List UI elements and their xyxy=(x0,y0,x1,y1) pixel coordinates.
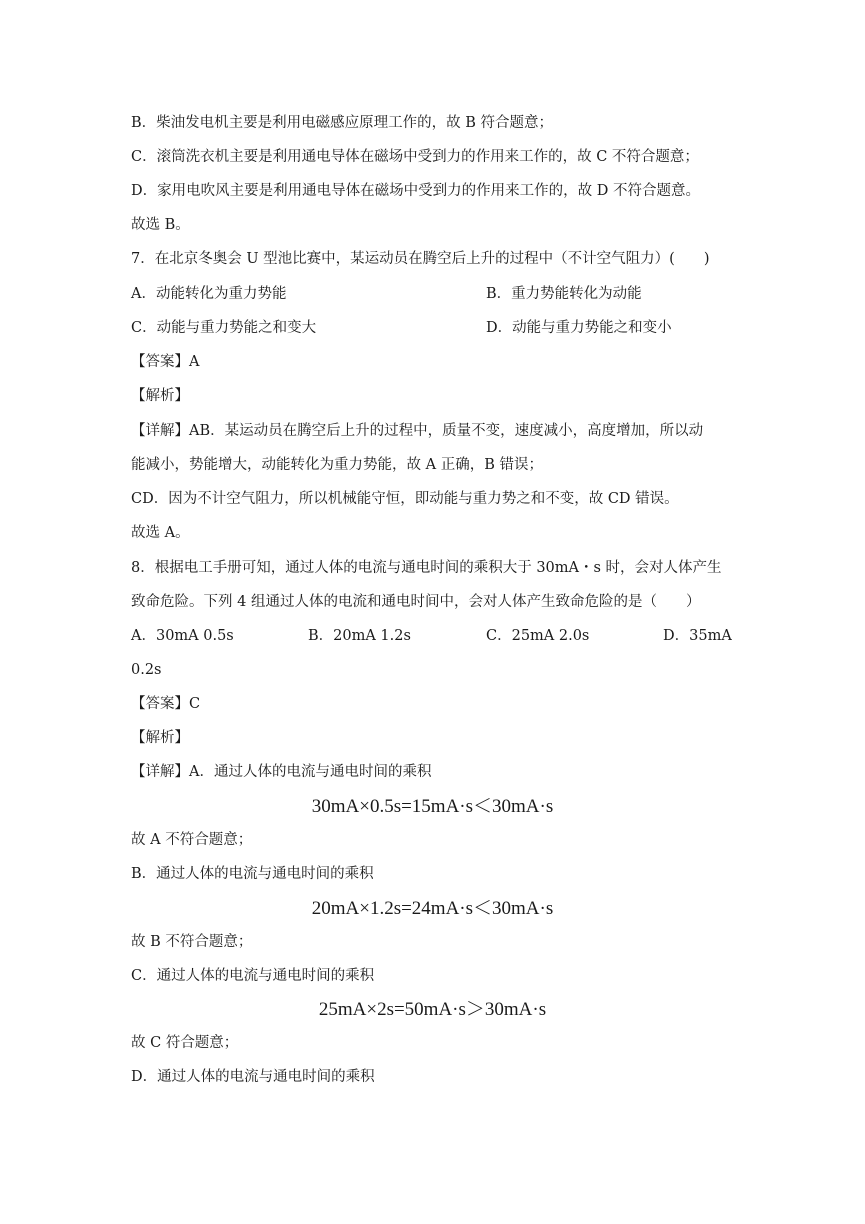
q8-equation-c: 25mA×2s=50mA·s＞30mA·s xyxy=(318,999,547,1020)
q7-conclusion: 故选 A。 xyxy=(131,525,190,541)
q8-equation-b: 20mA×1.2s=24mA·s＜30mA·s xyxy=(311,898,554,919)
q8-result-c: 故 C 符合题意； xyxy=(131,1035,239,1051)
q8-option-d: D．35mA xyxy=(663,628,732,644)
q8-equation-a: 30mA×0.5s=15mA·s＜30mA·s xyxy=(311,796,554,817)
q7-option-b: B．重力势能转化为动能 xyxy=(486,286,642,302)
q8-detail-d: D．通过人体的电流与通电时间的乘积 xyxy=(131,1069,375,1085)
option-b-explanation: B．柴油发电机主要是利用电磁感应原理工作的，故 B 符合题意； xyxy=(131,115,554,131)
q8-option-b: B．20mA 1.2s xyxy=(308,628,411,644)
q8-result-a: 故 A 不符合题意； xyxy=(131,832,253,848)
q7-detail-line-3: CD．因为不计空气阻力，所以机械能守恒，即动能与重力势之和不变，故 CD 错误。 xyxy=(131,491,679,507)
option-c-explanation: C．滚筒洗衣机主要是利用通电导体在磁场中受到力的作用来工作的，故 C 不符合题意； xyxy=(131,149,699,165)
q8-result-b: 故 B 不符合题意； xyxy=(131,934,253,950)
q8-detail-a: 【详解】A．通过人体的电流与通电时间的乘积 xyxy=(131,764,432,780)
q7-option-a: A．动能转化为重力势能 xyxy=(131,286,287,302)
q8-analysis-heading: 【解析】 xyxy=(131,730,189,746)
q8-detail-b: B．通过人体的电流与通电时间的乘积 xyxy=(131,866,374,882)
q8-option-d-continued: 0.2s xyxy=(131,662,162,678)
q8-answer: 【答案】C xyxy=(131,696,201,712)
q7-option-c: C．动能与重力势能之和变大 xyxy=(131,320,317,336)
q8-stem-line-1: 8．根据电工手册可知，通过人体的电流与通电时间的乘积大于 30mA・s 时，会对人体产生 xyxy=(131,560,722,576)
q8-option-a: A．30mA 0.5s xyxy=(131,628,234,644)
q7-analysis-heading: 【解析】 xyxy=(131,388,189,404)
q8-detail-c: C．通过人体的电流与通电时间的乘积 xyxy=(131,968,375,984)
option-d-explanation: D．家用电吹风主要是利用通电导体在磁场中受到力的作用来工作的，故 D 不符合题意。 xyxy=(131,183,700,199)
q8-option-c: C．25mA 2.0s xyxy=(486,628,590,644)
q6-conclusion: 故选 B。 xyxy=(131,217,190,233)
q7-option-d: D．动能与重力势能之和变小 xyxy=(486,320,672,336)
q8-stem-line-2: 致命危险。下列 4 组通过人体的电流和通电时间中，会对人体产生致命危险的是（ ） xyxy=(131,594,701,610)
q7-stem: 7．在北京冬奥会 U 型池比赛中，某运动员在腾空后上升的过程中（不计空气阻力）( ) xyxy=(131,251,710,267)
q7-answer: 【答案】A xyxy=(131,354,200,370)
q7-detail-line-1: 【详解】AB．某运动员在腾空后上升的过程中，质量不变，速度减小，高度增加，所以动 xyxy=(131,423,704,439)
q7-detail-line-2: 能减小，势能增大，动能转化为重力势能，故 A 正确，B 错误； xyxy=(131,457,543,473)
